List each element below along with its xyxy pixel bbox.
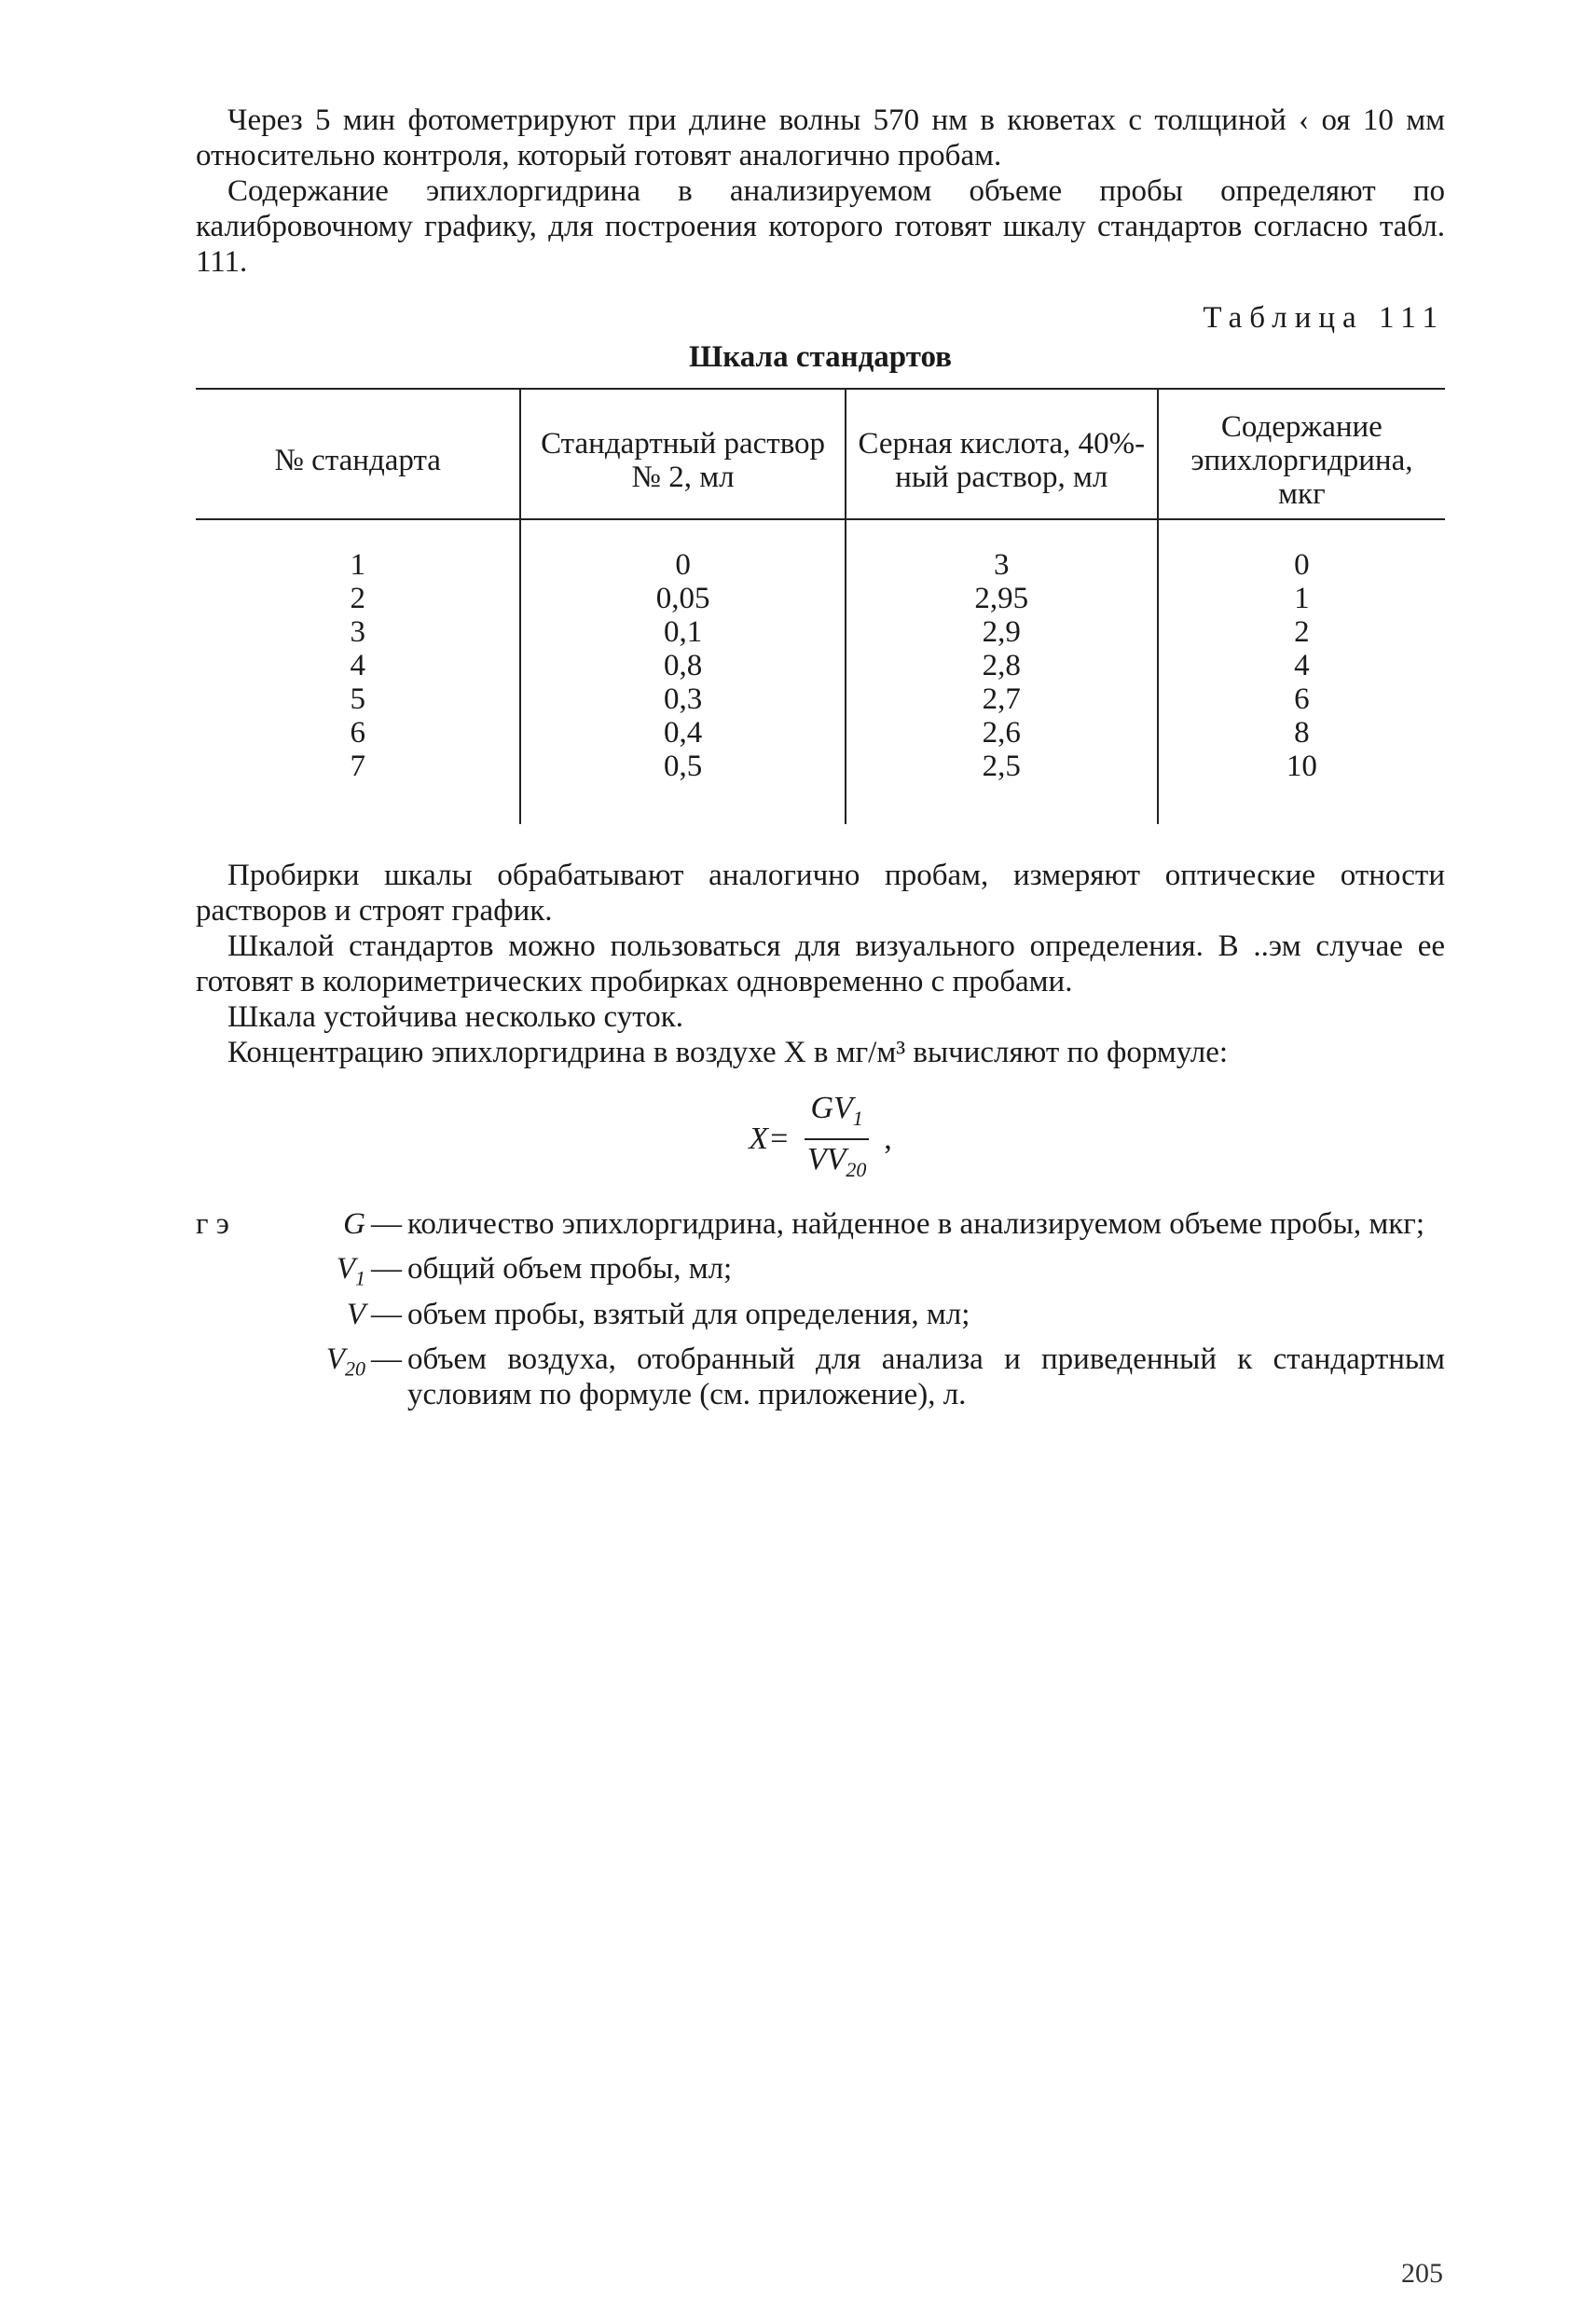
definition-row <box>196 1206 1445 1252</box>
table-row <box>196 615 1445 649</box>
definition-text: объем воздуха, отобранный для анализа и приведенный к стандартным условиям по формуле (см. приложение), л. <box>407 1342 1445 1412</box>
definition-symbol-sub: 1 <box>355 1266 365 1290</box>
paragraph-processing: Пробирки шкалы обрабатывают аналогично пробам, измеряют оптические отности растворов и строят график. <box>196 859 1445 928</box>
cell-standard-solution: 0,3 <box>520 682 845 716</box>
cell-sulfuric-acid: 2,6 <box>846 716 1158 750</box>
cell-standard-number: 4 <box>350 649 365 682</box>
cell-epichlorohydrin-content: 4 <box>1158 649 1445 682</box>
cell-epichlorohydrin-content: 6 <box>1158 682 1445 716</box>
definition-row <box>196 1342 1445 1412</box>
standards-table <box>196 388 1445 824</box>
cell-sulfuric-acid: 2,9 <box>846 615 1158 649</box>
table-row <box>196 750 1445 824</box>
cell-standard-number: 3 <box>350 615 365 649</box>
formula-fraction <box>805 1091 868 1188</box>
definition-symbol-main: V <box>325 1342 345 1377</box>
table-header-row <box>196 389 1445 519</box>
table-row <box>196 519 1445 582</box>
formula-comma: , <box>884 1121 892 1156</box>
document-page <box>196 103 1445 1412</box>
definition-symbol-main: V <box>336 1252 355 1287</box>
formula-denominator <box>805 1140 868 1188</box>
definition-row <box>196 1251 1445 1297</box>
paragraph-concentration: Концентрацию эпихлоргидрина в воздухе X в мг/м³ вычисляют по формуле: <box>227 1036 1229 1069</box>
cell-sulfuric-acid: 2,7 <box>846 682 1158 716</box>
definition-symbol <box>282 1342 365 1387</box>
cell-standard-number: 6 <box>350 716 365 750</box>
cell-epichlorohydrin-content: 10 <box>1158 750 1445 824</box>
definition-lead: г э <box>196 1206 229 1241</box>
cell-standard-solution: 0 <box>520 519 845 582</box>
header-standard-number: № стандарта <box>196 389 520 519</box>
cell-standard-number: 7 <box>350 750 365 783</box>
formula-numerator-main: GV <box>810 1091 853 1125</box>
formula-numerator <box>805 1091 868 1140</box>
paragraph-visual-method: Шкалой стандартов можно пользоваться для визуального определения. В ..эм случае ее готовят в колориметрических пробирках одновременно с пробами. <box>196 929 1445 998</box>
cell-standard-number: 2 <box>350 582 365 615</box>
cell-standard-solution: 0,5 <box>520 750 845 824</box>
definition-symbol <box>282 1206 365 1252</box>
cell-sulfuric-acid: 2,95 <box>846 582 1158 615</box>
cell-sulfuric-acid: 2,5 <box>846 750 1158 824</box>
procedure-text <box>196 858 1445 1070</box>
definition-row <box>196 1297 1445 1342</box>
header-epichlorohydrin-content: Содержание эпихлоргидрина, мкг <box>1158 389 1445 519</box>
paragraph-stability: Шкала устойчива несколько суток. <box>227 1000 684 1034</box>
cell-epichlorohydrin-content: 0 <box>1158 519 1445 582</box>
formula <box>196 1091 1445 1188</box>
table-row <box>196 582 1445 615</box>
definition-dash: — <box>371 1252 402 1287</box>
definition-text: объем пробы, взятый для определения, мл; <box>407 1297 970 1331</box>
cell-sulfuric-acid: 2,8 <box>846 649 1158 682</box>
table-number: Таблица 111 <box>1203 301 1445 335</box>
definition-symbol <box>282 1251 365 1297</box>
cell-standard-number: 5 <box>350 682 365 716</box>
definition-text: общий объем пробы, мл; <box>407 1252 733 1287</box>
cell-standard-solution: 0,8 <box>520 649 845 682</box>
cell-standard-solution: 0,4 <box>520 716 845 750</box>
formula-denominator-main: VV <box>806 1141 846 1177</box>
header-standard-solution: Стандартный раствор № 2, мл <box>520 389 845 519</box>
cell-standard-number: 1 <box>350 548 365 582</box>
formula-lhs: X= <box>749 1121 790 1156</box>
paragraph-photometry: Через 5 мин фотометрируют при длине волны 570 нм в кюветах с толщиной ‹ оя 10 мм относительно контроля, который готовят аналогично пробам. <box>196 103 1445 172</box>
table-row <box>196 682 1445 716</box>
formula-definitions <box>196 1206 1445 1413</box>
cell-epichlorohydrin-content: 1 <box>1158 582 1445 615</box>
definition-text: количество эпихлоргидрина, найденное в анализируемом объеме пробы, мкг; <box>407 1206 1424 1241</box>
cell-epichlorohydrin-content: 2 <box>1158 615 1445 649</box>
definition-symbol-main: V <box>346 1297 365 1331</box>
cell-standard-solution: 0,1 <box>520 615 845 649</box>
paragraph-calibration: Содержание эпихлоргидрина в анализируемом объеме пробы определяют по калибровочному графику, для построения которого готовят шкалу стандартов согласно табл. 111. <box>196 174 1445 279</box>
table-title: Шкала стандартов <box>689 340 952 374</box>
table-row <box>196 649 1445 682</box>
header-sulfuric-acid: Серная кислота, 40%-ный раствор, мл <box>846 389 1158 519</box>
cell-epichlorohydrin-content: 8 <box>1158 716 1445 750</box>
formula-numerator-sub: 1 <box>852 1106 863 1130</box>
definition-dash: — <box>371 1206 402 1241</box>
page-number: 205 <box>1401 2258 1443 2289</box>
definition-dash: — <box>371 1342 402 1377</box>
definition-symbol-sub: 20 <box>345 1356 365 1381</box>
table-row <box>196 716 1445 750</box>
formula-denominator-sub: 20 <box>846 1157 867 1181</box>
definition-symbol <box>282 1297 365 1342</box>
cell-sulfuric-acid: 3 <box>846 519 1158 582</box>
definition-symbol-main: G <box>343 1206 365 1241</box>
cell-standard-solution: 0,05 <box>520 582 845 615</box>
definition-dash: — <box>371 1297 402 1331</box>
